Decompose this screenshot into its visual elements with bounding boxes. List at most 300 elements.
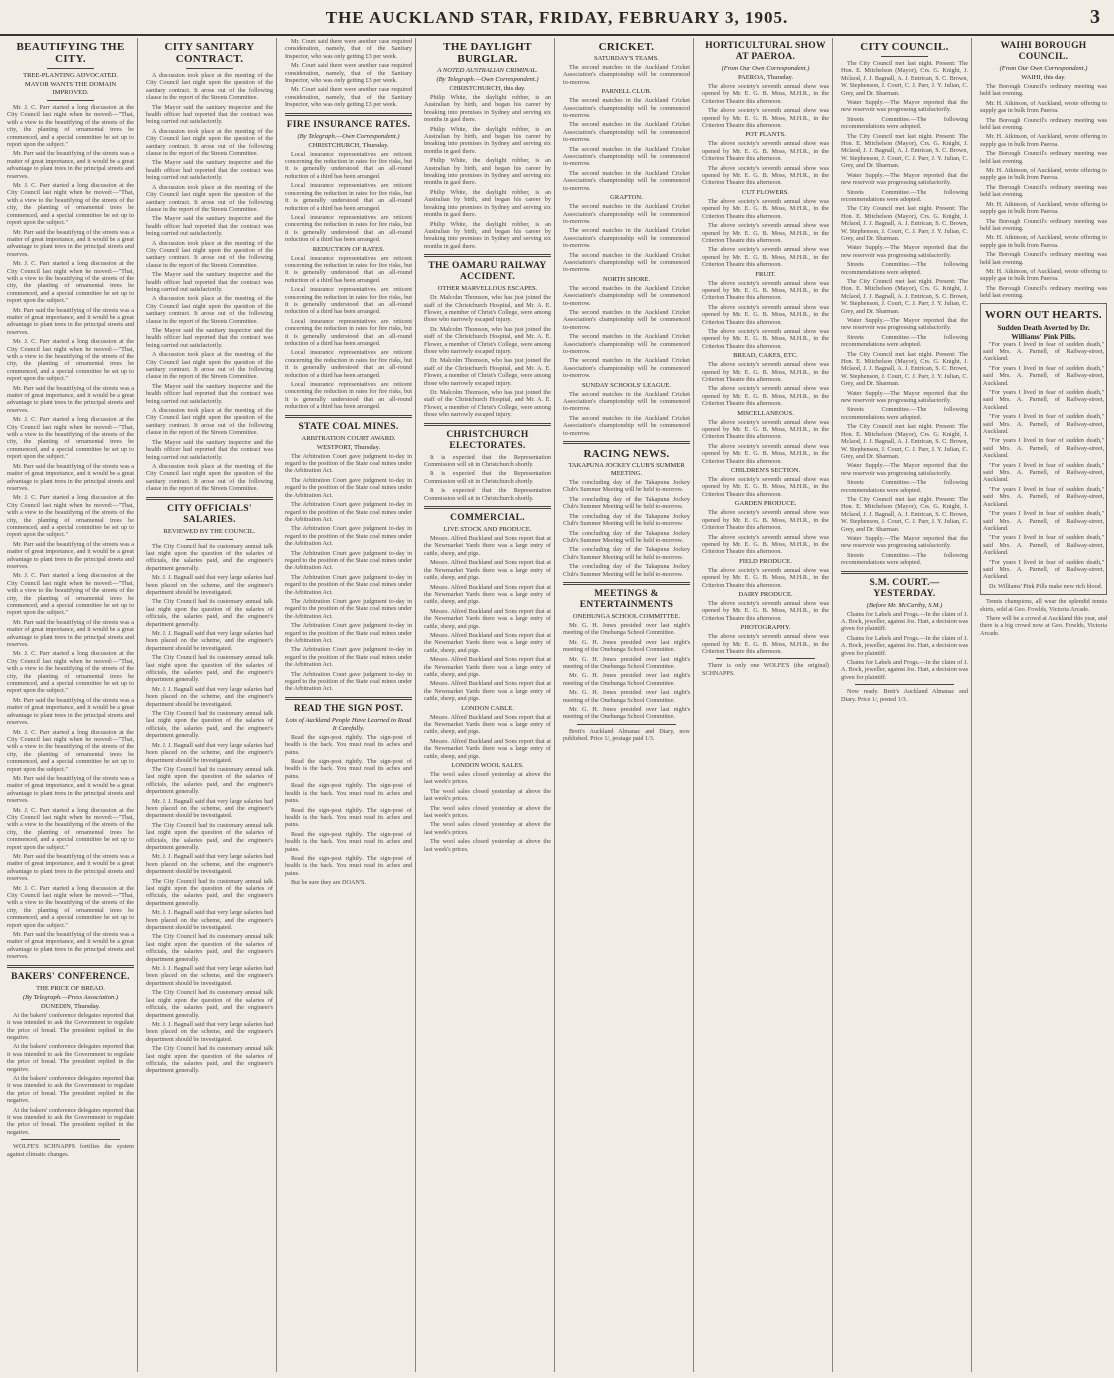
paragraph: Mr. Parr said the beautifying of the streets was a matter of great importance, and it would be a great advantage to plant trees in the principal streets and reserves.	[7, 696, 134, 727]
heading: CITY COUNCIL.	[860, 41, 949, 53]
subheading: SUNDAY SCHOOLS' LEAGUE.	[581, 381, 672, 389]
subheading: LONDON WOOL SALES.	[451, 762, 524, 770]
subheading: FRUIT.	[755, 270, 776, 278]
paragraph: Mr. H. Atkinson, of Auckland, wrote offering to supply gas in bulk from Paeroa.	[980, 234, 1107, 249]
paragraph: The above society's seventh annual show was opened by Mr. E. G. B. Moss, M.H.R., in the Criterion Theatre this afternoon.	[702, 83, 829, 105]
paragraph: Mr. H. Atkinson, of Auckland, wrote offering to supply gas in bulk from Paeroa.	[980, 267, 1107, 283]
paragraph: Mr. G. H. Jones presided over last night's meeting of the Onehunga School Committee.	[563, 621, 690, 637]
paragraph: Philip White, the daylight robber, is an Australian by birth, and began his career by breaking into premises in Sydney and serving six months in gaol there.	[424, 157, 551, 187]
paragraph: A discussion took place at the meeting of the City Council last night upon the question of the sanitary contract. It arose out of the following clause in the report of the Streets Committee.	[146, 183, 273, 213]
paragraph: The Mayor said the sanitary inspector and the health officer had reported that the contract was being carried out satisfactorily.	[146, 327, 273, 349]
paragraph: The Borough Council's ordinary meeting was held last evening.	[980, 83, 1107, 98]
paragraph: The City Council met last night. Present: The Hon. E. Mitchelson (Mayor), Crs. G. Knight, J. Mclaod, J. J. Bagnall, A. J. Entrican, S. C. Brown, W. Stephenson, J. Court, C. J. Parr, J. Y. Julian, C. Grey, and Dr. Sharman.	[841, 350, 968, 388]
divider	[47, 100, 94, 101]
paragraph: Mr. Court said there were another case required consideration, namely, that of the Sanitary Inspector, who was only getting £3 per week.	[285, 86, 412, 109]
paragraph: The City Council met last night. Present: The Hon. E. Mitchelson (Mayor), Crs. G. Knight, J. Mclaod, J. J. Bagnall, A. J. Entrican, S. C. Brown, W. Stephenson, J. Court, C. J. Parr, J. Y. Julian, C. Grey, and Dr. Sharman.	[841, 60, 968, 97]
paragraph: Local insurance representatives are reticent concerning the reduction in rates for fire risks, but it is generally understood that an all-round reduction of a third has been arranged.	[285, 349, 412, 379]
paragraph: "For years I lived in fear of sudden death," said Mrs. A. Parnell, of Railway-street, Auckland.	[983, 510, 1104, 532]
paragraph: "For years I lived in fear of sudden death," said Mrs. A. Parnell, of Railway-street, Auckland.	[983, 389, 1104, 411]
paragraph: The second matches in the Auckland Cricket Association's championship will be commenced to-morrow.	[563, 169, 690, 192]
heading: THE OAMARU RAILWAY ACCIDENT.	[428, 261, 547, 283]
subheading: (By Telegraph.—Own Correspondent.)	[436, 76, 539, 83]
paragraph: Messrs. Alfred Buckland and Sons report that at the Newmarket Yards there was a large entry of cattle, sheep, and pigs.	[424, 680, 551, 703]
paragraph: At the bakers' conference delegates reported that it was intended to ask the Government to regulate the price of bread. The president replied in the negative.	[7, 1011, 134, 1041]
paragraph: "For years I lived in fear of sudden death," said Mrs. A. Parnell, of Railway-street, Auckland.	[983, 340, 1104, 363]
paragraph: The above society's seventh annual show was opened by Mr. E. G. B. Moss, M.H.R., in the Criterion Theatre this afternoon.	[702, 442, 829, 465]
paragraph: Chains for Labels and Frogs.—In the claim of J. A. Bock, jeweller, against Jos. Hart, a decision was given for plaintiff.	[841, 634, 968, 657]
paragraph: Philip White, the daylight robber, is an Australian by birth, and began his career by breaking into premises in Sydney and serving six months in gaol there.	[424, 94, 551, 124]
paragraph: Mr. Parr said the beautifying of the streets was a matter of great importance, and it would be a great advantage to plant trees in the principal streets and reserves.	[7, 150, 134, 180]
divider	[285, 697, 412, 700]
paragraph: "For years I lived in fear of sudden death," said Mrs. A. Parnell, of Railway-street, Auckland.	[983, 437, 1104, 460]
divider	[424, 254, 551, 257]
heading: CITY OFFICIALS' SALARIES.	[167, 503, 252, 525]
paragraph: The second matches in the Auckland Cricket Association's championship will be commenced to-morrow.	[563, 308, 690, 331]
paragraph: Mr. J. J. Bagnall said that very large salaries had been placed on the scheme, and the engineer's department should be investigated.	[146, 1020, 273, 1043]
paragraph: A discussion took place at the meeting of the City Council last night upon the question of the sanitary contract. It arose out of the following clause in the report of the Streets Committee.	[146, 351, 273, 381]
divider	[881, 56, 928, 57]
paragraph: Read the sign-post rightly. The sign-post of health is the back. You must read its aches and pains.	[285, 758, 412, 780]
paragraph: At the bakers' conference delegates reported that it was intended to ask the Government to regulate the price of bread. The president replied in the negative.	[7, 1074, 134, 1105]
paragraph: The above society's seventh annual show was opened by Mr. E. G. B. Moss, M.H.R., in the Criterion Theatre this afternoon.	[702, 303, 829, 326]
paragraph: Mr. H. Atkinson, of Auckland, wrote offering to supply gas in bulk from Paeroa.	[980, 167, 1107, 182]
paragraph: The concluding day of the Takapuna Jockey Club's Summer Meeting will be held to-morrow.	[563, 563, 690, 578]
paragraph: At the bakers' conference delegates reported that it was intended to ask the Government to regulate the price of bread. The president replied in the negative.	[7, 1106, 134, 1136]
paragraph: Mr. J. C. Parr started a long discussion at the City Council last night when he moved:—"That, with a view to the beautifying of the streets of the city, the planting of ornamental trees be commenced, and a special committee be set up to report upon the subject."	[7, 260, 134, 305]
paragraph: The wool sales closed yesterday at above the last week's prices.	[424, 821, 551, 836]
paragraph: The second matches in the Auckland Cricket Association's championship will be commenced to-morrow.	[563, 284, 690, 307]
paragraph: A discussion took place at the meeting of the City Council last night upon the question of the sanitary contract. It arose out of the following clause in the report of the Streets Committee.	[146, 239, 273, 269]
paragraph: The City Council had its customary annual talk last night upon the question of the salaries of officials, the salaries paid, and the engineer's department generally.	[146, 1045, 273, 1075]
paragraph: Mr. J. J. Bagnall said that very large salaries had been placed on the scheme, and the engineer's department should be investigated.	[146, 909, 273, 932]
paragraph: The Arbitration Court gave judgment to-day in regard to the position of the State coal mines under the Arbitration Act.	[285, 646, 412, 669]
paragraph: The concluding day of the Takapuna Jockey Club's Summer Meeting will be held to-morrow.	[563, 546, 690, 561]
paragraph: It is expected that the Representation Commission will sit in Christchurch shortly.	[424, 453, 551, 469]
paragraph: The Borough Council's ordinary meeting was held last evening.	[980, 251, 1107, 266]
paragraph: Mr. Parr said the beautifying of the streets was a matter of great importance, and it would be a great advantage to plant trees in the principal streets and reserves.	[7, 774, 134, 805]
subheading: LIVE STOCK AND PRODUCE.	[443, 526, 532, 534]
paragraph: Local insurance representatives are reticent concerning the reduction in rates for fire risks, but it is generally understood that an all-round reduction of a third has been arranged.	[285, 182, 412, 212]
dateline: DUNEDIN, Thursday.	[40, 1002, 101, 1010]
subheading: (Before Mr. McCarthy, S.M.)	[866, 601, 943, 609]
advertisement: Brett's Auckland Almanac and Diary, now published. Price 1/, postage paid 1/3.	[563, 727, 690, 743]
paragraph: Streets Committee.—The following recommendations were adopted.	[841, 115, 968, 131]
paragraph: Mr. J. J. Bagnall said that very large salaries had been placed on the scheme, and the engineer's department should be investigated.	[146, 741, 273, 764]
paragraph: Mr. Parr said the beautifying of the streets was a matter of great importance, and it would be a great advantage to plant trees in the principal streets and reserves.	[7, 306, 134, 336]
paragraph: Mr. Parr said the beautifying of the streets was a matter of great importance, and it would be a great advantage to plant trees in the principal streets and reserves.	[7, 462, 134, 492]
paragraph: The second matches in the Auckland Cricket Association's championship will be commenced to-morrow.	[563, 145, 690, 168]
paragraph: The above society's seventh annual show was opened by Mr. E. G. B. Moss, M.H.R., in the Criterion Theatre this afternoon.	[702, 385, 829, 408]
paragraph: The above society's seventh annual show was opened by Mr. E. G. B. Moss, M.H.R., in the Criterion Theatre this afternoon.	[702, 533, 829, 556]
paragraph: The City Council had its customary annual talk last night upon the question of the salaries of officials, the salaries paid, and the engineer's department generally.	[146, 821, 273, 851]
paragraph: Dr. Malcolm Thomson, who has just joined the staff of the Christchurch Hospital, and Mr. A. E. Flower, a member of Christ's College, were among those who narrowly escaped injury.	[424, 325, 551, 355]
paragraph: The Arbitration Court gave judgment to-day in regard to the position of the State coal mines under the Arbitration Act.	[285, 452, 412, 475]
column-4	[421, 38, 555, 1372]
subheading: NORTH SHORE.	[602, 275, 651, 283]
paragraph: Read the sign-post rightly. The sign-post of health is the back. You must read its aches and pains.	[285, 854, 412, 877]
divider	[285, 113, 412, 116]
paragraph: Streets Committee.—The following recommendations were adopted.	[841, 479, 968, 494]
paragraph: Water Supply.—The Mayor reported that the new reservoir was progressing satisfactorily.	[841, 244, 968, 259]
dateline: WESTPORT, Thursday.	[316, 443, 381, 451]
heading: THE DAYLIGHT BURGLAR.	[443, 41, 532, 65]
heading: READ THE SIGN POST.	[293, 703, 404, 714]
paragraph: The second matches in the Auckland Cricket Association's championship will be commenced to-morrow.	[563, 97, 690, 120]
heading: RACING NEWS.	[583, 448, 670, 461]
advertisement-heading: WORN OUT HEARTS.	[985, 308, 1102, 321]
column-1	[4, 38, 138, 1372]
subheading: GARDEN PRODUCE.	[734, 500, 797, 508]
paragraph: Water Supply.—The Mayor reported that the new reservoir was progressing satisfactorily.	[841, 317, 968, 332]
paragraph: The second matches in the Auckland Cricket Association's championship will be commenced to-morrow.	[563, 251, 690, 274]
paragraph: Water Supply.—The Mayor reported that the new reservoir was progressing satisfactorily.	[841, 389, 968, 405]
paragraph: Messrs. Alfred Buckland and Sons report that at the Newmarket Yards there was a large entry of cattle, sheep, and pigs.	[424, 631, 551, 654]
paragraph: A discussion took place at the meeting of the City Council last night upon the question of the sanitary contract. It arose out of the following clause in the report of the Streets Committee.	[146, 295, 273, 325]
paragraph: "For years I lived in fear of sudden death," said Mrs. A. Parnell, of Railway-street, Auckland.	[983, 558, 1104, 581]
advertisement: Tennis champions, all wear the splendid tennis shirts, sold at Geo. Fowlds, Victoria Arcade.	[980, 598, 1107, 613]
heading: CHRISTCHURCH ELECTORATES.	[446, 429, 529, 451]
heading: HORTICULTURAL SHOW AT PAEROA.	[705, 41, 826, 62]
paragraph: The above society's seventh annual show was opened by Mr. E. G. B. Moss, M.H.R., in the Criterion Theatre this afternoon.	[702, 222, 829, 244]
subheading: (By Telegraph.—Own Correspondent.)	[297, 132, 400, 140]
subheading: PARNELL CLUB.	[601, 88, 652, 96]
paragraph: Mr. J. J. Bagnall said that very large salaries had been placed on the scheme, and the engineer's department should be investigated.	[146, 797, 273, 820]
paragraph: A discussion took place at the meeting of the City Council last night upon the question of the sanitary contract. It arose out of the following clause in the report of the Streets Committee.	[146, 72, 273, 102]
paragraph: The second matches in the Auckland Cricket Association's championship will be commenced to-morrow.	[563, 357, 690, 380]
paragraph: The second matches in the Auckland Cricket Association's championship will be commenced to-morrow.	[563, 121, 690, 144]
subheading: LONDON CABLE.	[461, 704, 514, 712]
paragraph: Mr. Parr said the beautifying of the streets was a matter of great importance, and it would be a great advantage to plant trees in the principal streets and reserves.	[7, 853, 134, 883]
paragraph: Local insurance representatives are reticent concerning the reduction in rates for fire risks, but it is generally understood that an all-round reduction of a third has been arranged.	[285, 213, 412, 244]
paragraph: The City Council had its customary annual talk last night upon the question of the salaries of officials, the salaries paid, and the engineer's department generally.	[146, 542, 273, 572]
paragraph: Mr. Parr said the beautifying of the streets was a matter of great importance, and it would be a great advantage to plant trees in the principal streets and reserves.	[7, 931, 134, 961]
paragraph: Philip White, the daylight robber, is an Australian by birth, and began his career by breaking into premises in Sydney and serving six months in gaol there.	[424, 220, 551, 250]
paragraph: The second matches in the Auckland Cricket Association's championship will be commenced to-morrow.	[563, 203, 690, 225]
paragraph: Mr. G. H. Jones presided over last night's meeting of the Onehunga School Committee.	[563, 689, 690, 704]
heading: STATE COAL MINES.	[298, 421, 399, 432]
heading: FIRE INSURANCE RATES.	[286, 119, 411, 130]
paragraph: Dr. Malcolm Thomson, who has just joined the staff of the Christchurch Hospital, and Mr. A. E. Flower, a member of Christ's College, were among those who narrowly escaped injury.	[424, 389, 551, 419]
paragraph: Messrs. Alfred Buckland and Sons report that at the Newmarket Yards there was a large entry of cattle, sheep, and pigs.	[424, 713, 551, 736]
paragraph: The above society's seventh annual show was opened by Mr. E. G. B. Moss, M.H.R., in the Criterion Theatre this afternoon.	[702, 140, 829, 163]
paragraph: The second matches in the Auckland Cricket Association's championship will be commenced to-morrow.	[563, 64, 690, 86]
divider	[841, 571, 968, 574]
paragraph: The City Council met last night. Present: The Hon. E. Mitchelson (Mayor), Crs. G. Knight, J. Mclaod, J. J. Bagnall, A. J. Entrican, S. C. Brown, W. Stephenson, J. Court, C. J. Parr, J. Y. Julian, C. Grey, and Dr. Sharman.	[841, 495, 968, 533]
paragraph: The Arbitration Court gave judgment to-day in regard to the position of the State coal mines under the Arbitration Act.	[285, 573, 412, 596]
paragraph: Mr. J. C. Parr started a long discussion at the City Council last night when he moved:—"That, with a view to the beautifying of the streets of the city, the planting of ornamental trees be commenced, and a special committee be set up to report upon the subject."	[7, 650, 134, 695]
paragraph: Mr. J. C. Parr started a long discussion at the City Council last night when he moved:—"That, with a view to the beautifying of the streets of the city, the planting of ornamental trees be commenced, and a special committee be set up to report upon the subject."	[7, 572, 134, 617]
paragraph: Mr. J. J. Bagnall said that very large salaries had been placed on the scheme, and the engineer's department should be investigated.	[146, 853, 273, 876]
advertisement-subheading: Sudden Death Averted by Dr. Williams' Pink Pills.	[997, 322, 1090, 341]
column-7	[838, 38, 972, 1372]
paragraph: Mr. G. H. Jones presided over last night's meeting of the Onehunga School Committee.	[563, 672, 690, 687]
heading: CRICKET.	[598, 41, 655, 53]
subheading: FIELD PRODUCE.	[739, 557, 792, 565]
paragraph: The wool sales closed yesterday at above the last week's prices.	[424, 804, 551, 820]
paragraph: Mr. J. J. Bagnall said that very large salaries had been placed on the scheme, and the engineer's department should be investigated.	[146, 574, 273, 596]
subheading: PHOTOGRAPHY.	[740, 624, 791, 632]
divider	[186, 539, 233, 540]
divider	[563, 441, 690, 444]
subheading: Lots of Auckland People Have Learned to Read It Carefully.	[285, 716, 412, 732]
paragraph: It is expected that the Representation Commission will sit in Christchurch shortly.	[424, 487, 551, 502]
paragraph: Dr. Malcolm Thomson, who has just joined the staff of the Christchurch Hospital, and Mr. A. E. Flower, a member of Christ's College, were among those who narrowly escaped injury.	[424, 357, 551, 387]
divider	[577, 724, 676, 725]
paragraph: The Mayor said the sanitary inspector and the health officer had reported that the contract was being carried out satisfactorily.	[146, 438, 273, 461]
paragraph: The Borough Council's ordinary meeting was held last evening.	[980, 150, 1107, 165]
subheading: ONEHUNGA SCHOOL COMMITTEE.	[572, 612, 681, 620]
divider	[424, 423, 551, 426]
subheading: OTHER MARVELLOUS ESCAPES.	[437, 285, 538, 293]
paragraph: The City Council had its customary annual talk last night upon the question of the salaries of officials, the salaries paid, and the engineer's department generally.	[146, 654, 273, 684]
paragraph: Local insurance representatives are reticent concerning the reduction in rates for fire risks, but it is generally understood that an all-round reduction of a third has been arranged.	[285, 381, 412, 411]
paragraph: The concluding day of the Takapuna Jockey Club's Summer Meeting will be held to-morrow.	[563, 512, 690, 528]
paragraph: The Borough Council's ordinary meeting was held last evening.	[980, 217, 1107, 232]
column-6	[699, 38, 833, 1372]
heading: MEETINGS & ENTERTAINMENTS	[579, 588, 674, 610]
masthead	[0, 0, 1114, 36]
paragraph: The Arbitration Court gave judgment to-day in regard to the position of the State coal mines under the Arbitration Act.	[285, 501, 412, 523]
paragraph: The wool sales closed yesterday at above the last week's prices.	[424, 838, 551, 853]
divider	[47, 68, 94, 69]
paragraph: The above society's seventh annual show was opened by Mr. E. G. B. Moss, M.H.R., in the Criterion Theatre this afternoon.	[702, 476, 829, 498]
paragraph: Mr. Parr said the beautifying of the streets was a matter of great importance, and it would be a great advantage to plant trees in the principal streets and reserves.	[7, 228, 134, 258]
heading: S.M. COURT.—YESTERDAY.	[869, 577, 940, 599]
paragraph: The above society's seventh annual show was opened by Mr. E. G. B. Moss, M.H.R., in the Criterion Theatre this afternoon.	[702, 197, 829, 220]
paragraph: The Borough Council's ordinary meeting was held last evening.	[980, 183, 1107, 199]
paragraph: Read the sign-post rightly. The sign-post of health is the back. You must read its aches and pains.	[285, 733, 412, 756]
paragraph: A discussion took place at the meeting of the City Council last night upon the question of the sanitary contract. It arose out of the following clause in the report of the Streets Committee.	[146, 462, 273, 493]
paragraph: Mr. H. Atkinson, of Auckland, wrote offering to supply gas in bulk from Paeroa.	[980, 133, 1107, 148]
paragraph: Mr. J. C. Parr started a long discussion at the City Council last night when he moved:—"That, with a view to the beautifying of the streets of the city, the planting of ornamental trees be commenced, and a special committee be set up to report upon the subject."	[7, 416, 134, 461]
paragraph: Mr. J. C. Parr started a long discussion at the City Council last night when he moved:—"That, with a view to the beautifying of the streets of the city, the planting of ornamental trees be commenced, and a special committee be set up to report upon the subject."	[7, 806, 134, 851]
column-8	[977, 38, 1110, 1372]
paragraph: The City Council had its customary annual talk last night upon the question of the salaries of officials, the salaries paid, and the engineer's department generally.	[146, 933, 273, 963]
paragraph: Streets Committee.—The following recommendations were adopted.	[841, 188, 968, 203]
paragraph: The City Council had its customary annual talk last night upon the question of the salaries of officials, the salaries paid, and the engineer's department generally.	[146, 989, 273, 1019]
paragraph: The Mayor said the sanitary inspector and the health officer had reported that the contract was being carried out satisfactorily.	[146, 159, 273, 182]
paragraph: The second matches in the Auckland Cricket Association's championship will be commenced to-morrow.	[563, 414, 690, 437]
paragraph: The second matches in the Auckland Cricket Association's championship will be commenced to-morrow.	[563, 333, 690, 355]
paragraph: At the bakers' conference delegates reported that it was intended to ask the Government to regulate the price of bread. The president replied in the negative.	[7, 1043, 134, 1073]
divider	[855, 684, 954, 685]
subheading: THE PRICE OF BREAD.	[36, 984, 105, 992]
paragraph: The City Council met last night. Present: The Hon. E. Mitchelson (Mayor), Crs. G. Knight, J. Mclaod, J. J. Bagnall, A. J. Entrican, S. C. Brown, W. Stephenson, J. Court, C. J. Parr, J. Y. Julian, C. Grey, and Dr. Sharman.	[841, 205, 968, 242]
paragraph: A discussion took place at the meeting of the City Council last night upon the question of the sanitary contract. It arose out of the following clause in the report of the Streets Committee.	[146, 127, 273, 158]
column-5	[560, 38, 694, 1372]
paragraph: Water Supply.—The Mayor reported that the new reservoir was progressing satisfactorily.	[841, 534, 968, 550]
advertisement: WOLFE'S SCHNAPPS fortifies the system against climatic changes.	[7, 1143, 134, 1158]
subheading: ARBITRATION COURT AWARD.	[301, 434, 396, 442]
subheading: SATURDAY'S TEAMS.	[594, 55, 659, 62]
paragraph: The above society's seventh annual show was opened by Mr. E. G. B. Moss, M.H.R., in the Criterion Theatre this afternoon.	[702, 599, 829, 622]
paragraph: The Borough Council's ordinary meeting was held last evening.	[980, 116, 1107, 132]
paragraph: The concluding day of the Takapuna Jockey Club's Summer Meeting will be held to-morrow.	[563, 479, 690, 494]
paragraph: The City Council met last night. Present: The Hon. E. Mitchelson (Mayor), Crs. G. Knight, J. Mclaod, J. J. Bagnall, A. J. Entrican, S. C. Brown, W. Stephenson, J. Court, C. J. Parr, J. Y. Julian, C. Grey, and Dr. Sharman.	[841, 423, 968, 460]
paragraph: The Mayor said the sanitary inspector and the health officer had reported that the contract was being carried out satisfactorily.	[146, 215, 273, 238]
paragraph: The above society's seventh annual show was opened by Mr. E. G. B. Moss, M.H.R., in the Criterion Theatre this afternoon.	[702, 327, 829, 350]
paragraph: The above society's seventh annual show was opened by Mr. E. G. B. Moss, M.H.R., in the Criterion Theatre this afternoon.	[702, 566, 829, 589]
paragraph: Streets Committee.—The following recommendations were adopted.	[841, 261, 968, 276]
subheading: (From Our Own Correspondent.)	[721, 65, 810, 72]
dateline: PAEROA, Thursday.	[737, 74, 794, 81]
paragraph: But be sure they are DOAN'S.	[291, 879, 367, 887]
paragraph: The second matches in the Auckland Cricket Association's championship will be commenced to-morrow.	[563, 227, 690, 250]
divider	[716, 658, 815, 659]
paragraph: Read the sign-post rightly. The sign-post of health is the back. You must read its aches and pains.	[285, 830, 412, 853]
dateline: WAIHI, this day.	[1021, 74, 1066, 81]
paragraph: Mr. G. H. Jones presided over last night's meeting of the Onehunga School Committee.	[563, 655, 690, 670]
divider	[563, 582, 690, 585]
patent-medicine-advertisement	[980, 303, 1107, 596]
paragraph: Messrs. Alfred Buckland and Sons report that at the Newmarket Yards there was a large entry of cattle, sheep, and pigs.	[424, 583, 551, 606]
paragraph: Mr. Parr said the beautifying of the streets was a matter of great importance, and it would be a great advantage to plant trees in the principal streets and reserves.	[7, 618, 134, 649]
paragraph: Mr. Parr said the beautifying of the streets was a matter of great importance, and it would be a great advantage to plant trees in the principal streets and reserves.	[7, 540, 134, 570]
paragraph: The concluding day of the Takapuna Jockey Club's Summer Meeting will be held to-morrow.	[563, 529, 690, 544]
paragraph: The second matches in the Auckland Cricket Association's championship will be commenced to-morrow.	[563, 390, 690, 413]
paragraph: Mr. J. C. Parr started a long discussion at the City Council last night when he moved:—"That, with a view to the beautifying of the streets of the city, the planting of ornamental trees be commenced, and a special committee be set up to report upon the subject."	[7, 494, 134, 539]
paragraph: Mr. H. Atkinson, of Auckland, wrote offering to supply gas in bulk from Paeroa.	[980, 99, 1107, 115]
divider	[146, 497, 273, 500]
heading: CITY SANITARY CONTRACT.	[164, 41, 255, 65]
paragraph: The above society's seventh annual show was opened by Mr. E. G. B. Moss, M.H.R., in the Criterion Theatre this afternoon.	[702, 509, 829, 532]
paragraph: The wool sales closed yesterday at above the last week's prices.	[424, 787, 551, 803]
subheading: POT PLANTS.	[745, 131, 786, 139]
subheading: MISCELLANEOUS.	[737, 409, 794, 417]
paragraph: Read the sign-post rightly. The sign-post of health is the back. You must read its aches and pains.	[285, 806, 412, 829]
paragraph: Water Supply.—The Mayor reported that the new reservoir was progressing satisfactorily.	[841, 462, 968, 477]
paragraph: "For years I lived in fear of sudden death," said Mrs. A. Parnell, of Railway-street, Auckland.	[983, 364, 1104, 387]
paragraph: The wool sales closed yesterday at above the last week's prices.	[424, 771, 551, 786]
paragraph: The Arbitration Court gave judgment to-day in regard to the position of the State coal mines under the Arbitration Act.	[285, 597, 412, 620]
subheading: BREAD, CAKES, ETC.	[733, 352, 798, 360]
paragraph: The above society's seventh annual show was opened by Mr. E. G. B. Moss, M.H.R., in the Criterion Theatre this afternoon.	[702, 361, 829, 383]
paragraph: Mr. H. Atkinson, of Auckland, wrote offering to supply gas in bulk from Paeroa.	[980, 200, 1107, 216]
paragraph: Mr. Parr said the beautifying of the streets was a matter of great importance, and it would be a great advantage to plant trees in the principal streets and reserves.	[7, 384, 134, 414]
paragraph: "For years I lived in fear of sudden death," said Mrs. A. Parnell, of Railway-street, Auckland.	[983, 485, 1104, 508]
paragraph: Messrs. Alfred Buckland and Sons report that at the Newmarket Yards there was a large entry of cattle, sheep, and pigs.	[424, 607, 551, 630]
paragraph: Mr. Court said there were another case required consideration, namely, that of the Sanitary Inspector, who was only getting £3 per week.	[285, 38, 412, 60]
paragraph: Mr. J. C. Parr started a long discussion at the City Council last night when he moved:—"That, with a view to the beautifying of the streets of the city, the planting of ornamental trees be commenced, and a special committee be set up to report upon the subject."	[7, 104, 134, 149]
paragraph: Mr. J. C. Parr started a long discussion at the City Council last night when he moved:—"That, with a view to the beautifying of the streets of the city, the planting of ornamental trees be commenced, and a special committee be set up to report upon the subject."	[7, 728, 134, 773]
subheading: TAKAPUNA JOCKEY CLUB'S SUMMER MEETING.	[568, 462, 685, 478]
columns	[4, 38, 1110, 1372]
subheading: TREE-PLANTING ADVOCATED.	[23, 72, 118, 79]
subheading: REVIEWED BY THE COUNCIL.	[163, 527, 256, 535]
subheading: CUT FLOWERS.	[741, 188, 790, 196]
subheading: DAIRY PRODUCE.	[738, 590, 793, 598]
paragraph: Mr. Court said there were another case required consideration, namely, that of the Sanitary Inspector, who was only getting £3 per week.	[285, 62, 412, 85]
paragraph: The above society's seventh annual show was opened by Mr. E. G. B. Moss, M.H.R., in the Criterion Theatre this afternoon.	[702, 418, 829, 441]
paragraph: Read the sign-post rightly. The sign-post of health is the back. You must read its aches and pains.	[285, 782, 412, 805]
dateline: CHRISTCHURCH, Thursday.	[308, 141, 389, 149]
paragraph: Mr. J. C. Parr started a long discussion at the City Council last night when he moved:—"That, with a view to the beautifying of the streets of the city, the planting of ornamental trees be commenced, and a special committee be set up to report upon the subject."	[7, 884, 134, 929]
divider	[7, 965, 134, 968]
paragraph: The Mayor said the sanitary inspector and the health officer had reported that the contract was being carried out satisfactorily.	[146, 271, 273, 293]
paragraph: Mr. J. J. Bagnall said that very large salaries had been placed on the scheme, and the engineer's department should be investigated.	[146, 630, 273, 652]
paragraph: Local insurance representatives are reticent concerning the reduction in rates for fire risks, but it is generally understood that an all-round reduction of a third has been arranged.	[285, 317, 412, 347]
paragraph: The Arbitration Court gave judgment to-day in regard to the position of the State coal mines under the Arbitration Act.	[285, 476, 412, 499]
paragraph: The above society's seventh annual show was opened by Mr. E. G. B. Moss, M.H.R., in the Criterion Theatre this afternoon.	[702, 279, 829, 302]
paragraph: The City Council met last night. Present: The Hon. E. Mitchelson (Mayor), Crs. G. Knight, J. Mclaod, J. J. Bagnall, A. J. Entrican, S. C. Brown, W. Stephenson, J. Court, C. J. Parr, J. Y. Julian, C. Grey, and Dr. Sharman.	[841, 277, 968, 315]
paragraph: The above society's seventh annual show was opened by Mr. E. G. B. Moss, M.H.R., in the Criterion Theatre this afternoon.	[702, 633, 829, 655]
dateline: CHRISTCHURCH, this day.	[449, 85, 526, 92]
paragraph: Messrs. Alfred Buckland and Sons report that at the Newmarket Yards there was a large entry of cattle, sheep, and pigs.	[424, 535, 551, 557]
heading: COMMERCIAL.	[450, 513, 525, 524]
subheading: CHILDREN'S SECTION.	[730, 467, 801, 475]
paragraph: The Mayor said the sanitary inspector and the health officer had reported that the contract was being carried out satisfactorily.	[146, 103, 273, 126]
advertisement: There is only one WOLFE'S (the original) SCHNAPPS.	[702, 662, 829, 677]
page-number: 3	[1090, 6, 1100, 28]
paragraph: Messrs. Alfred Buckland and Sons report that at the Newmarket Yards there was a large entry of cattle, sheep, and pigs.	[424, 656, 551, 678]
paragraph: Mr. J. C. Parr started a long discussion at the City Council last night when he moved:—"That, with a view to the beautifying of the streets of the city, the planting of ornamental trees be commenced, and a special committee be set up to report upon the subject."	[7, 338, 134, 383]
paragraph: The above society's seventh annual show was opened by Mr. E. G. B. Moss, M.H.R., in the Criterion Theatre this afternoon.	[702, 246, 829, 269]
newspaper-title: THE AUCKLAND STAR, FRIDAY, FEBRUARY 3, 1905.	[325, 8, 789, 27]
divider	[21, 1139, 120, 1140]
paragraph: Mr. J. C. Parr started a long discussion at the City Council last night when he moved:—"That, with a view to the beautifying of the streets of the city, the planting of ornamental trees be commenced, and a special committee be set up to report upon the subject."	[7, 182, 134, 227]
column-2	[143, 38, 277, 1372]
subheading: GRAFTON.	[610, 194, 643, 202]
heading: WAIHI BOROUGH COUNCIL.	[1000, 41, 1087, 62]
divider	[424, 506, 551, 509]
paragraph: Local insurance representatives are reticent concerning the reduction in rates for fire risks, but it is generally understood that an all-round reduction of a third has been arranged.	[285, 286, 412, 316]
heading: BAKERS' CONFERENCE.	[11, 971, 130, 982]
paragraph: A discussion took place at the meeting of the City Council last night upon the question of the sanitary contract. It arose out of the following clause in the report of the Streets Committee.	[146, 407, 273, 437]
paragraph: Chains for Labels and Frogs.—In the claim of J. A. Bock, jeweller, against Jos. Hart, a decision was given for plaintiff.	[841, 659, 968, 681]
divider	[186, 68, 233, 69]
paragraph: Water Supply.—The Mayor reported that the new reservoir was progressing satisfactorily.	[841, 171, 968, 187]
subheading: REDUCTION OF RATES.	[312, 245, 385, 253]
paragraph: The City Council had its customary annual talk last night upon the question of the salaries of officials, the salaries paid, and the engineer's department generally.	[146, 710, 273, 740]
column-3	[282, 38, 416, 1372]
subheading: MAYOR WANTS THE DOMAIN IMPROVED.	[24, 81, 117, 96]
paragraph: The Mayor said the sanitary inspector and the health officer had reported that the contract was being carried out satisfactorily.	[146, 382, 273, 405]
paragraph: The City Council met last night. Present: The Hon. E. Mitchelson (Mayor), Crs. G. Knight, J. Mclaod, J. J. Bagnall, A. J. Entrican, S. C. Brown, W. Stephenson, J. Court, C. J. Parr, J. Y. Julian, C. Grey, and Dr. Sharman.	[841, 132, 968, 170]
paragraph: The City Council had its customary annual talk last night upon the question of the salaries of officials, the salaries paid, and the engineer's department generally.	[146, 598, 273, 628]
paragraph: The Arbitration Court gave judgment to-day in regard to the position of the State coal mines under the Arbitration Act.	[285, 622, 412, 644]
paragraph: Local insurance representatives are reticent concerning the reduction in rates for fire risks, but it is generally understood that an all-round reduction of a third has been arranged.	[285, 254, 412, 284]
subheading: (From Our Own Correspondent.)	[999, 65, 1088, 72]
paragraph: Mr. G. H. Jones presided over last night's meeting of the Onehunga School Committee.	[563, 638, 690, 654]
paragraph: The Arbitration Court gave judgment to-day in regard to the position of the State coal mines under the Arbitration Act.	[285, 525, 412, 548]
paragraph: The Arbitration Court gave judgment to-day in regard to the position of the State coal mines under the Arbitration Act.	[285, 670, 412, 693]
subheading: A NOTED AUSTRALIAN CRIMINAL.	[437, 67, 538, 74]
paragraph: "For years I lived in fear of sudden death," said Mrs. A. Parnell, of Railway-street, Auckland.	[983, 461, 1104, 484]
paragraph: Streets Committee.—The following recommendations were adopted.	[841, 333, 968, 349]
paragraph: The City Council had its customary annual talk last night upon the question of the salaries of officials, the salaries paid, and the engineer's department generally.	[146, 877, 273, 907]
paragraph: Streets Committee.—The following recommendations were adopted.	[841, 406, 968, 421]
paragraph: The above society's seventh annual show was opened by Mr. E. G. B. Moss, M.H.R., in the Criterion Theatre this afternoon.	[702, 107, 829, 130]
paragraph: Mr. J. J. Bagnall said that very large salaries had been placed on the scheme, and the engineer's department should be investigated.	[146, 965, 273, 987]
paragraph: Mr. J. J. Bagnall said that very large salaries had been placed on the scheme, and the engineer's department should be investigated.	[146, 685, 273, 708]
paragraph: Streets Committee.—The following recommendations were adopted.	[841, 551, 968, 567]
subheading: (By Telegraph.—Press Association.)	[22, 993, 119, 1001]
paragraph: The above society's seventh annual show was opened by Mr. E. G. B. Moss, M.H.R., in the Criterion Theatre this afternoon.	[702, 164, 829, 187]
heading: BEAUTIFYING THE CITY.	[16, 41, 125, 65]
paragraph: Water Supply.—The Mayor reported that the new reservoir was progressing satisfactorily.	[841, 99, 968, 114]
advertisement: Now ready. Brett's Auckland Almanac and Diary. Price 1/, posted 1/3.	[841, 688, 968, 703]
paragraph: "For years I lived in fear of sudden death," said Mrs. A. Parnell, of Railway-street, Auckland.	[983, 534, 1104, 557]
paragraph: Philip White, the daylight robber, is an Australian by birth, and began his career by breaking into premises in Sydney and serving six months in gaol there.	[424, 125, 551, 155]
advertisement: There will be a crowd at Auckland this year, and there is a big crowd now at Geo. Fowlds, Victoria Arcade.	[980, 614, 1107, 637]
paragraph: The City Council had its customary annual talk last night upon the question of the salaries of officials, the salaries paid, and the engineer's department generally.	[146, 765, 273, 796]
paragraph: The Borough Council's ordinary meeting was held last evening.	[980, 284, 1107, 300]
divider	[285, 415, 412, 418]
paragraph: The Arbitration Court gave judgment to-day in regard to the position of the State coal mines under the Arbitration Act.	[285, 549, 412, 572]
paragraph: The concluding day of the Takapuna Jockey Club's Summer Meeting will be held to-morrow.	[563, 495, 690, 511]
paragraph: "For years I lived in fear of sudden death," said Mrs. A. Parnell, of Railway-street, Auckland.	[983, 413, 1104, 436]
paragraph: Local insurance representatives are reticent concerning the reduction in rates for fire risks, but it is generally understood that an all-round reduction of a third has been arranged.	[285, 150, 412, 180]
